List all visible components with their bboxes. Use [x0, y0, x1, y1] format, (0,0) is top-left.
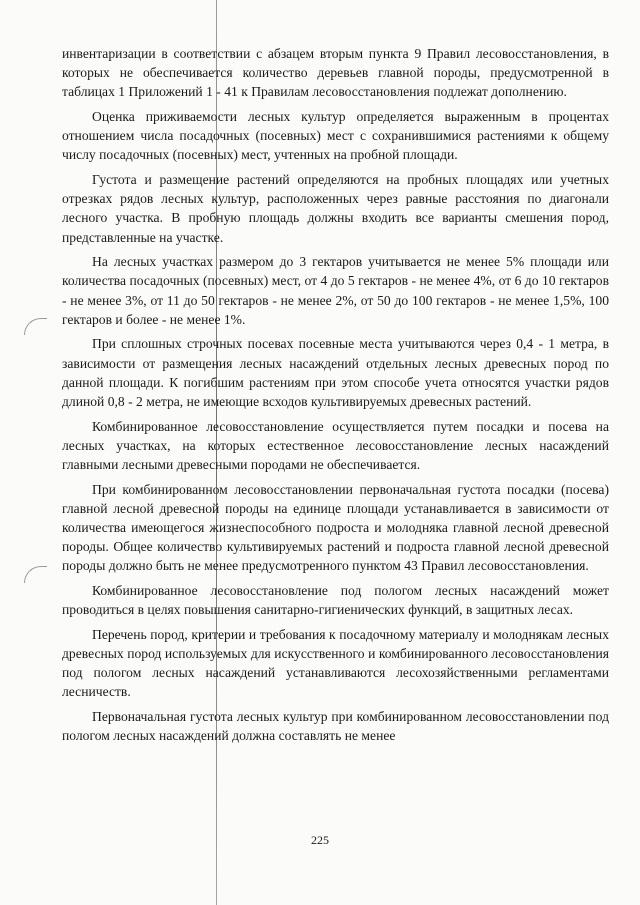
paragraph: При комбинированном лесовосстановлении первоначальная густота посадки (посева) главной лесной древесной породы на единице площади устанавливается в зависимости от количества имеющегося жизнеспособного подроста и молодняка главной лесной древесной породы. Общее количество культивируемых растений и подроста главной лесной древесной породы должно быть не менее предусмотренного пунктом 43 Правил лесовосстановления.: [62, 481, 609, 574]
paragraph: Комбинированное лесовосстановление под пологом лесных насаждений может проводиться в целях повышения санитарно-гигиенических функций, в защитных лесах.: [62, 583, 609, 618]
punch-hole-mark: [24, 566, 47, 583]
paragraph: Комбинированное лесовосстановление осуществляется путем посадки и посева на лесных участках, на которых естественное лесовосстановление лесных насаждений главными лесными древесными породами не обеспечивается.: [62, 418, 609, 473]
paragraph: Первоначальная густота лесных культур при комбинированном лесовосстановлении под пологом лесных насаждений должна составлять не менее: [62, 709, 609, 744]
paragraph: При сплошных строчных посевах посевные места учитываются через 0,4 - 1 метра, в зависимости от размещения лесных насаждений отдельных лесных древесных пород по данной площади. К погибшим растениям при этом способе учета относятся участки рядов длиной 0,8 - 2 метра, не имеющие всходов культивируемых древесных растений.: [62, 336, 609, 410]
paragraph: Густота и размещение растений определяются на пробных площадях или учетных отрезках рядов лесных культур, расположенных через равные расстояния по диагонали лесного участка. В пробную площадь должны входить все варианты смешения пород, представленные на участке.: [62, 172, 609, 245]
paragraph: Оценка приживаемости лесных культур определяется выраженным в процентах отношением числа посадочных (посевных) мест с сохранившимися растениями к общему числу посадочных (посевных) мест, учтенных на пробной площади.: [62, 109, 609, 163]
punch-hole-mark: [24, 318, 47, 335]
document-body: [62, 44, 609, 751]
paragraph: На лесных участках размером до 3 гектаров учитывается не менее 5% площади или количества посадочных (посевных) мест, от 4 до 5 гектаров - не менее 4%, от 6 до 10 гектаров - не менее 3%, от 11 до 50 гектаров - не менее 2%, от 50 до 100 гектаров - не менее 1,5%, 100 гектаров и более - не менее 1%.: [62, 254, 609, 327]
paragraph: инвентаризации в соответствии с абзацем вторым пункта 9 Правил лесовосстановления, в которых не обеспечивается количество деревьев главной породы, предусмотренной в таблицах 1 Приложений 1 - 41 к Правилам лесовосстановления подлежат дополнению.: [62, 46, 609, 100]
page-number: 225: [311, 833, 329, 847]
paragraph: Перечень пород, критерии и требования к посадочному материалу и молоднякам лесных древесных пород используемых для искусственного и комбинированного лесовосстановления под пологом лесных насаждений устанавливаются лесохозяйственными регламентами лесничеств.: [62, 626, 609, 700]
